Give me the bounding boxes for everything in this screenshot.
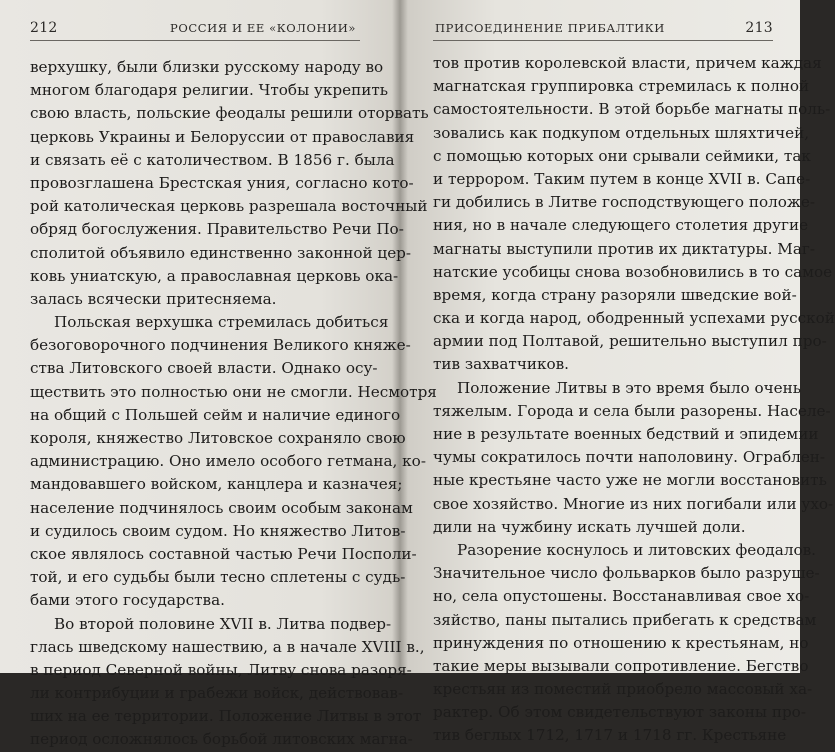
right-running-head bbox=[433, 18, 773, 41]
left-page-text bbox=[30, 56, 437, 752]
text-line: церковь Украины и Белоруссии от православия bbox=[30, 127, 415, 146]
text-line: безоговорочного подчинения Великого княже- bbox=[30, 336, 411, 355]
text-line: бами этого государства. bbox=[30, 591, 225, 610]
text-line: ги добились в Литве господствующего положе- bbox=[433, 193, 816, 212]
text-line: сполитой объявило единственно законной цер- bbox=[30, 243, 412, 262]
text-line: ковь униатскую, а православная церковь ока- bbox=[30, 266, 399, 285]
text-line: многом благодаря религии. Чтобы укрепить bbox=[30, 81, 389, 100]
text-line: натские усобицы снова возобновились в то самое bbox=[433, 262, 833, 281]
text-line: ства Литовского своей власти. Однако осу- bbox=[30, 359, 378, 378]
text-line: тив захватчиков. bbox=[433, 355, 569, 374]
text-line: чумы сократилось почти наполовину. Ограблен- bbox=[433, 448, 826, 467]
right-page-text bbox=[433, 52, 835, 748]
text-line: Польская верхушка стремилась добиться bbox=[54, 313, 389, 332]
text-line: ское являлось составной частью Речи Посполи- bbox=[30, 544, 417, 563]
text-line: и связать её с католичеством. В 1856 г. была bbox=[30, 150, 395, 169]
text-line: залась всячески притесняема. bbox=[30, 289, 277, 308]
text-line: такие меры вызывали сопротивление. Бегство bbox=[433, 656, 809, 675]
text-line: и террором. Таким путем в конце XVII в. Сапе- bbox=[433, 169, 811, 188]
text-line: в период Северной войны, Литву снова разоря- bbox=[30, 660, 412, 679]
right-page-number: 213 bbox=[745, 20, 773, 36]
text-line: ществить это полностью они не смогли. Несмотря bbox=[30, 382, 437, 401]
text-line: зяйство, паны пытались прибегать к средствам bbox=[433, 610, 817, 629]
text-line: провозглашена Брестская уния, согласно кото- bbox=[30, 173, 414, 192]
text-line: население подчинялось своим особым законам bbox=[30, 498, 413, 517]
left-running-head bbox=[30, 18, 360, 41]
text-line: короля, княжество Литовское сохраняло свою bbox=[30, 429, 406, 447]
text-line: глась шведскому нашествию, а в начале XVIII в., bbox=[30, 637, 425, 656]
text-line: принуждения по отношению к крестьянам, но bbox=[433, 633, 809, 652]
text-line: мандовавшего войском, канцлера и казначея; bbox=[30, 475, 403, 494]
text-line: ние в результате военных бедствий и эпидемии bbox=[433, 425, 819, 443]
text-line: свою власть, польские феодалы решили оторвать bbox=[30, 104, 429, 123]
text-line: ска и когда народ, ободренный успехами русской bbox=[433, 309, 835, 328]
text-line: тов против королевской власти, причем каждая bbox=[433, 54, 822, 72]
text-line: магнаты выступили против их диктатуры. Маг- bbox=[433, 239, 815, 258]
text-line: администрацию. Оно имело особого гетмана, ко- bbox=[30, 452, 426, 471]
text-line: верхушку, были близки русскому народу во bbox=[30, 58, 384, 76]
text-line: Разорение коснулось и литовских феодалов. bbox=[457, 540, 816, 559]
text-line: период осложнялось борьбой литовских магна- bbox=[30, 730, 413, 749]
text-line: зовались как подкупом отдельных шляхтичей, bbox=[433, 123, 810, 142]
text-line: рактер. Об этом свидетельствуют законы про- bbox=[433, 703, 806, 722]
text-line: обряд богослужения. Правительство Речи По- bbox=[30, 220, 404, 239]
text-line: рой католическая церковь разрешала восточный bbox=[30, 197, 428, 216]
text-line: магнатская группировка стремилась к полной bbox=[433, 77, 810, 96]
text-line: свое хозяйство. Многие из них погибали или ухо- bbox=[433, 494, 834, 513]
text-line: но, села опустошены. Восстанавливая свое хо- bbox=[433, 587, 810, 606]
left-running-title: РОССИЯ И ЕЕ «КОЛОНИИ» bbox=[170, 21, 356, 35]
text-line: ли контрибуции и грабежи войск, действовав- bbox=[30, 684, 404, 703]
text-line: Во второй половине XVII в. Литва подвер- bbox=[54, 614, 392, 633]
right-running-title: ПРИСОЕДИНЕНИЕ ПРИБАЛТИКИ bbox=[435, 21, 665, 35]
text-line: тяжелым. Города и села были разорены. Населе- bbox=[433, 401, 831, 420]
text-line: дили на чужбину искать лучшей доли. bbox=[433, 517, 746, 536]
text-line: ших на ее территории. Положение Литвы в этот bbox=[30, 707, 422, 726]
text-line: на общий с Польшей сейм и наличие единого bbox=[30, 405, 401, 424]
text-line: той, и его судьбы были тесно сплетены с судь- bbox=[30, 568, 406, 587]
left-page-number: 212 bbox=[30, 20, 58, 36]
text-line: с помощью которых они срывали сеймики, так bbox=[433, 146, 811, 165]
right-page bbox=[403, 0, 835, 745]
text-line: тив беглых 1712, 1717 и 1718 гг. Крестьяне bbox=[433, 726, 787, 745]
text-line: Положение Литвы в это время было очень bbox=[457, 378, 802, 397]
text-line: армии под Полтавой, решительно выступил про- bbox=[433, 332, 827, 351]
text-line: ные крестьяне часто уже не могли восстановить bbox=[433, 471, 827, 490]
text-line: и судилось своим судом. Но княжество Литов- bbox=[30, 521, 406, 540]
text-line: Значительное число фольварков было разруше- bbox=[433, 564, 820, 583]
text-line: крестьян из поместий приобрело массовый ха- bbox=[433, 680, 813, 699]
text-line: самостоятельности. В этой борьбе магнаты поль- bbox=[433, 100, 831, 119]
text-line: время, когда страну разоряли шведские вой- bbox=[433, 285, 797, 304]
text-line: ния, но в начале следующего столетия другие bbox=[433, 216, 809, 235]
